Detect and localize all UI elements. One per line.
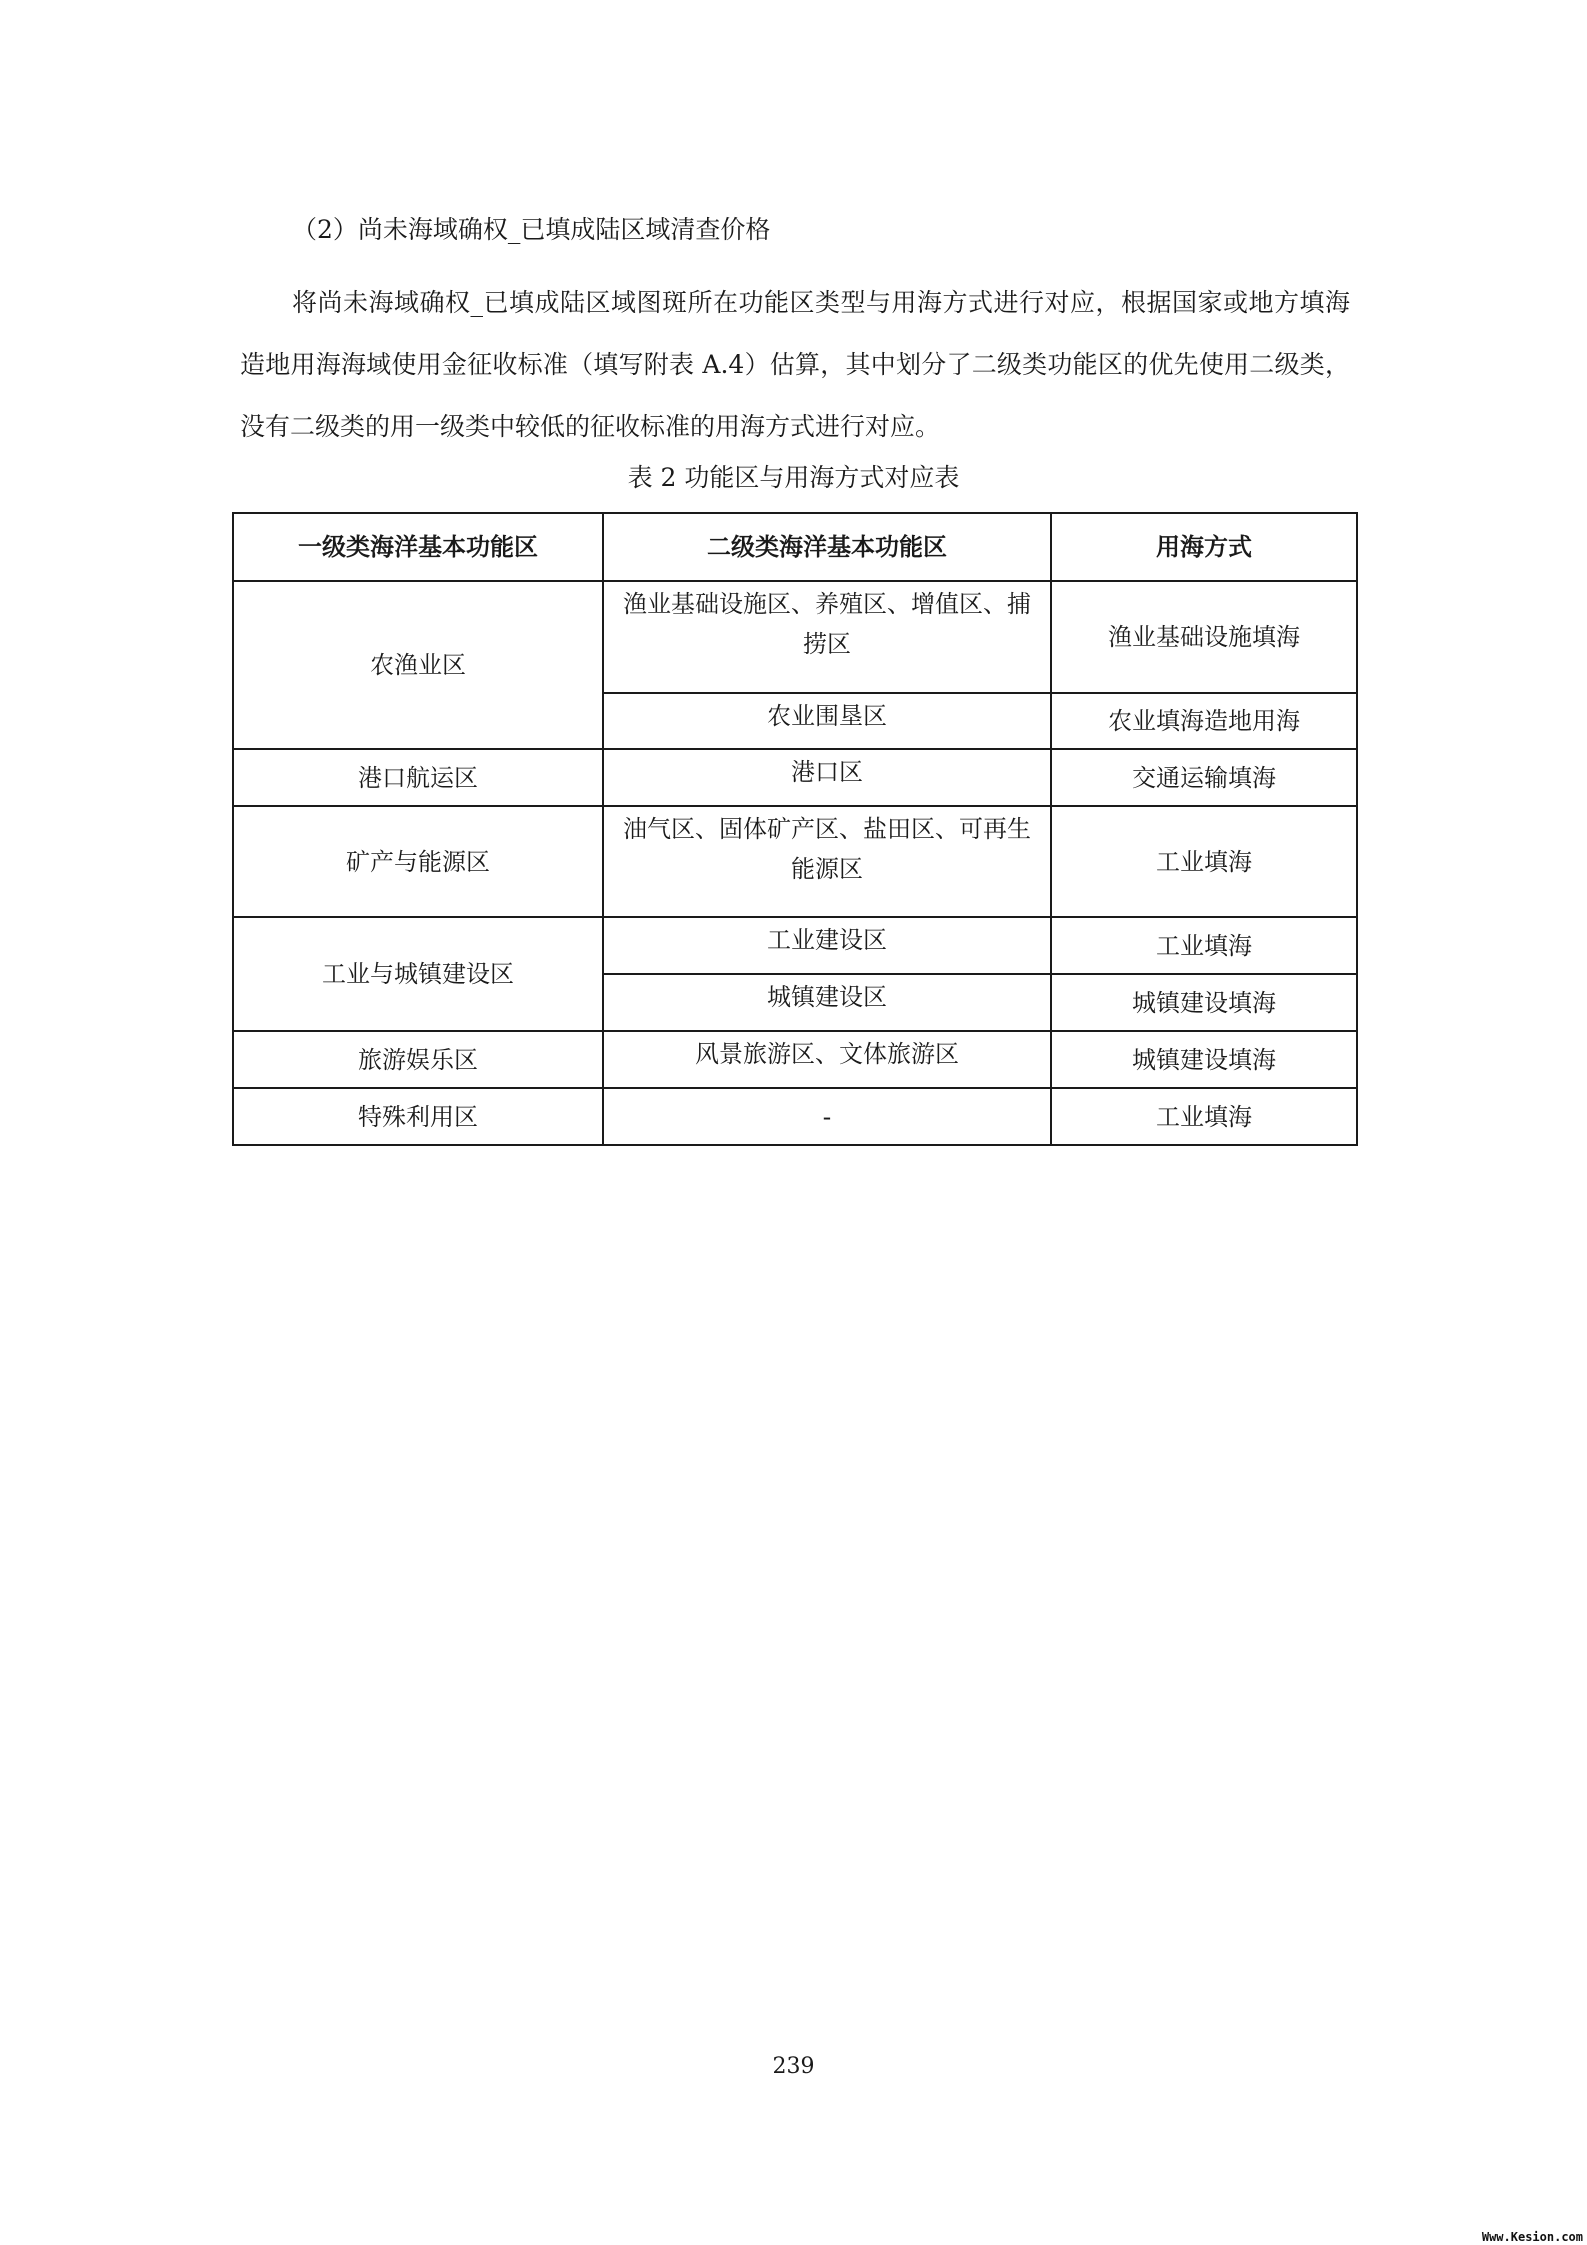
table-caption: 表 2 功能区与用海方式对应表: [627, 463, 960, 492]
cell-level1: 旅游娱乐区: [233, 1031, 603, 1088]
body-paragraph: 将尚未海域确权_已填成陆区域图斑所在功能区类型与用海方式进行对应，根据国家或地方填海造地用海海域使用金征收标准（填写附表 A.4）估算，其中划分了二级类功能区的优先使用二级类，没有二级类的用一级类中较低的征收标准的用海方式进行对应。: [240, 288, 1350, 441]
cell-usage: 渔业基础设施填海: [1051, 581, 1357, 693]
cell-level2: 城镇建设区: [603, 974, 1051, 1031]
cell-usage: 农业填海造地用海: [1051, 693, 1357, 749]
watermark: Www.Kesion.com: [1481, 2230, 1583, 2244]
function-zone-table: [232, 512, 1358, 1146]
header-level2: 二级类海洋基本功能区: [603, 513, 1051, 581]
cell-usage: 工业填海: [1051, 917, 1357, 974]
cell-level1: 农渔业区: [233, 581, 603, 749]
cell-usage: 工业填海: [1051, 1088, 1357, 1145]
cell-level2: 港口区: [603, 749, 1051, 806]
table-row: [233, 917, 1357, 974]
cell-level2: 渔业基础设施区、养殖区、增值区、捕捞区: [603, 581, 1051, 693]
table-header-row: [233, 513, 1357, 581]
cell-level2: 风景旅游区、文体旅游区: [603, 1031, 1051, 1088]
cell-level1: 矿产与能源区: [233, 806, 603, 917]
cell-level1: 港口航运区: [233, 749, 603, 806]
cell-level1: 特殊利用区: [233, 1088, 603, 1145]
cell-level2: 油气区、固体矿产区、盐田区、可再生能源区: [603, 806, 1051, 917]
table-row: [233, 1088, 1357, 1145]
cell-level2: 工业建设区: [603, 917, 1051, 974]
section-heading: （2）尚未海域确权_已填成陆区域清查价格: [292, 215, 771, 244]
cell-usage: 城镇建设填海: [1051, 1031, 1357, 1088]
cell-usage: 交通运输填海: [1051, 749, 1357, 806]
table-row: [233, 749, 1357, 806]
cell-usage: 城镇建设填海: [1051, 974, 1357, 1031]
header-usage: 用海方式: [1051, 513, 1357, 581]
cell-level2: -: [603, 1088, 1051, 1145]
cell-usage: 工业填海: [1051, 806, 1357, 917]
table-row: [233, 581, 1357, 693]
table-row: [233, 806, 1357, 917]
cell-level1: 工业与城镇建设区: [233, 917, 603, 1031]
cell-level2: 农业围垦区: [603, 693, 1051, 749]
table-row: [233, 1031, 1357, 1088]
header-level1: 一级类海洋基本功能区: [233, 513, 603, 581]
page-number: 239: [772, 2054, 815, 2079]
